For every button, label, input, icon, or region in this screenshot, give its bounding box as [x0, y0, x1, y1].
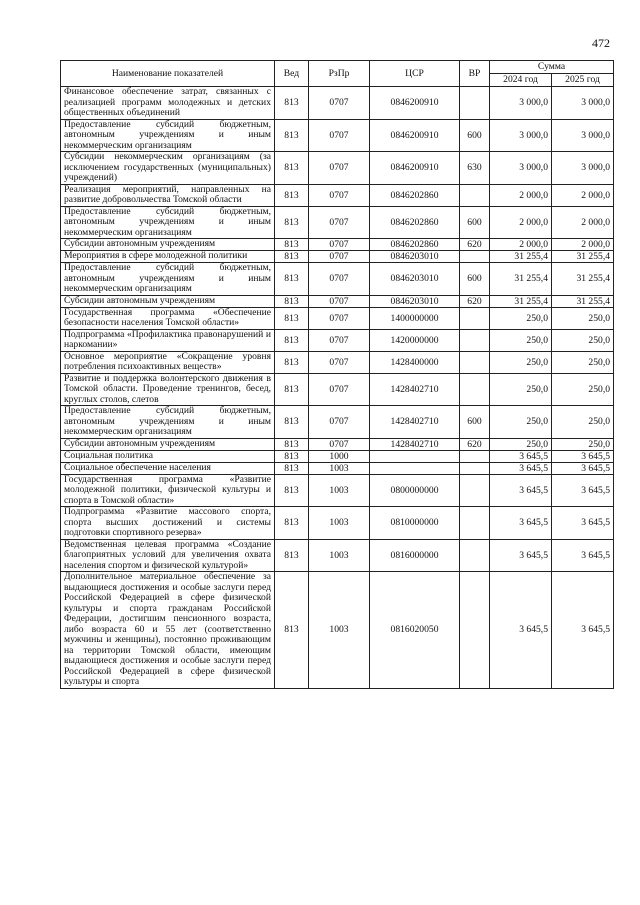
- table-body: [61, 87, 614, 689]
- row-sum-2024: 2 000,0: [490, 206, 552, 239]
- row-csr: 0846203010: [370, 251, 460, 263]
- row-csr: 0846202860: [370, 184, 460, 206]
- row-csr: 0816020050: [370, 572, 460, 689]
- row-sum-2024: 250,0: [490, 329, 552, 351]
- row-sum-2025: 250,0: [552, 406, 614, 439]
- header-name: Наименование показателей: [61, 61, 275, 87]
- row-vr: 620: [460, 295, 490, 307]
- row-sum-2025: 3 645,5: [552, 462, 614, 474]
- row-vr: [460, 329, 490, 351]
- row-name: Ведомственная целевая программа «Создание благоприятных условий для увеличения охвата населения спортом и физической культурой»: [61, 539, 275, 572]
- row-name: Социальное обеспечение населения: [61, 462, 275, 474]
- row-rzpr: 0707: [309, 119, 370, 152]
- row-ved: 813: [275, 373, 309, 406]
- row-vr: [460, 572, 490, 689]
- row-sum-2024: 3 645,5: [490, 462, 552, 474]
- row-csr: 1428400000: [370, 351, 460, 373]
- row-ved: 813: [275, 119, 309, 152]
- header-rzpr: РзПр: [309, 61, 370, 87]
- row-rzpr: 0707: [309, 206, 370, 239]
- header-csr: ЦСР: [370, 61, 460, 87]
- row-sum-2025: 31 255,4: [552, 263, 614, 296]
- row-name: Дополнительное материальное обеспечение за выдающиеся достижения и особые заслуги перед Российской Федерацией в сфере физической культуры и спорта гражданам Российской Федерации, достигшим пенсионного возраста, либо возраста 60 и 55 лет (соответственно мужчины и женщины), постоянно проживающим на территории Томской области, имеющим выдающиеся достижения и особые заслуги перед Российской Федерацией в сфере физической культуры и спорта: [61, 572, 275, 689]
- row-vr: [460, 251, 490, 263]
- row-csr: 0846200910: [370, 119, 460, 152]
- row-ved: 813: [275, 450, 309, 462]
- table-row: [61, 572, 614, 689]
- row-rzpr: 1003: [309, 462, 370, 474]
- row-sum-2024: 3 000,0: [490, 119, 552, 152]
- row-rzpr: 0707: [309, 307, 370, 329]
- table-row: [61, 474, 614, 507]
- row-sum-2024: 250,0: [490, 351, 552, 373]
- row-sum-2024: 2 000,0: [490, 184, 552, 206]
- row-sum-2024: 31 255,4: [490, 263, 552, 296]
- row-ved: 813: [275, 539, 309, 572]
- row-rzpr: 0707: [309, 87, 370, 120]
- row-vr: [460, 539, 490, 572]
- row-rzpr: 0707: [309, 406, 370, 439]
- row-csr: 1428402710: [370, 373, 460, 406]
- row-vr: 620: [460, 438, 490, 450]
- row-csr: 1428402710: [370, 406, 460, 439]
- row-rzpr: 0707: [309, 239, 370, 251]
- row-sum-2024: 3 645,5: [490, 450, 552, 462]
- header-year-2025: 2025 год: [552, 74, 614, 87]
- row-csr: 0846200910: [370, 87, 460, 120]
- row-rzpr: 1003: [309, 507, 370, 540]
- row-sum-2024: 31 255,4: [490, 295, 552, 307]
- row-ved: 813: [275, 251, 309, 263]
- row-csr: [370, 450, 460, 462]
- table-row: [61, 307, 614, 329]
- row-rzpr: 0707: [309, 184, 370, 206]
- row-csr: 0846202860: [370, 239, 460, 251]
- row-vr: 620: [460, 239, 490, 251]
- row-sum-2025: 2 000,0: [552, 184, 614, 206]
- row-rzpr: 1003: [309, 572, 370, 689]
- row-sum-2025: 3 645,5: [552, 474, 614, 507]
- table-row: [61, 152, 614, 185]
- row-sum-2024: 3 645,5: [490, 572, 552, 689]
- row-name: Государственная программа «Обеспечение безопасности населения Томской области»: [61, 307, 275, 329]
- header-vr: ВР: [460, 61, 490, 87]
- row-sum-2024: 250,0: [490, 438, 552, 450]
- row-sum-2025: 31 255,4: [552, 295, 614, 307]
- row-ved: 813: [275, 263, 309, 296]
- row-name: Финансовое обеспечение затрат, связанных с реализацией программ молодежных и детских общественных объединений: [61, 87, 275, 120]
- row-ved: 813: [275, 406, 309, 439]
- row-rzpr: 0707: [309, 373, 370, 406]
- table-row: [61, 406, 614, 439]
- row-name: Предоставление субсидий бюджетным, автономным учреждениям и иным некоммерческим организациям: [61, 119, 275, 152]
- row-sum-2025: 250,0: [552, 329, 614, 351]
- row-name: Субсидии автономным учреждениям: [61, 239, 275, 251]
- row-ved: 813: [275, 307, 309, 329]
- row-name: Предоставление субсидий бюджетным, автономным учреждениям и иным некоммерческим организациям: [61, 406, 275, 439]
- row-vr: [460, 307, 490, 329]
- table-row: [61, 329, 614, 351]
- row-sum-2025: 250,0: [552, 307, 614, 329]
- row-csr: 0816000000: [370, 539, 460, 572]
- budget-table: [60, 60, 614, 689]
- row-rzpr: 0707: [309, 152, 370, 185]
- row-vr: [460, 462, 490, 474]
- page-number: 472: [592, 36, 610, 50]
- header-ved: Вед: [275, 61, 309, 87]
- row-rzpr: 1000: [309, 450, 370, 462]
- row-sum-2025: 250,0: [552, 438, 614, 450]
- row-sum-2024: 250,0: [490, 406, 552, 439]
- row-vr: [460, 184, 490, 206]
- row-sum-2025: 2 000,0: [552, 239, 614, 251]
- row-csr: 1428402710: [370, 438, 460, 450]
- row-ved: 813: [275, 206, 309, 239]
- row-name: Реализация мероприятий, направленных на развитие добровольчества Томской области: [61, 184, 275, 206]
- row-sum-2024: 250,0: [490, 373, 552, 406]
- row-sum-2025: 3 000,0: [552, 152, 614, 185]
- row-name: Подпрограмма «Развитие массового спорта, спорта высших достижений и системы подготовки спортивного резерва»: [61, 507, 275, 540]
- row-name: Субсидии некоммерческим организациям (за исключением государственных (муниципальных) учреждений): [61, 152, 275, 185]
- row-sum-2025: 250,0: [552, 351, 614, 373]
- row-sum-2024: 31 255,4: [490, 251, 552, 263]
- row-rzpr: 0707: [309, 438, 370, 450]
- row-sum-2025: 3 645,5: [552, 539, 614, 572]
- row-vr: [460, 351, 490, 373]
- row-vr: [460, 450, 490, 462]
- row-ved: 813: [275, 507, 309, 540]
- row-csr: 0800000000: [370, 474, 460, 507]
- row-name: Социальная политика: [61, 450, 275, 462]
- table-row: [61, 539, 614, 572]
- row-sum-2024: 3 000,0: [490, 152, 552, 185]
- table-row: [61, 206, 614, 239]
- row-name: Субсидии автономным учреждениям: [61, 295, 275, 307]
- table-row: [61, 507, 614, 540]
- row-rzpr: 0707: [309, 263, 370, 296]
- row-rzpr: 0707: [309, 329, 370, 351]
- table-row: [61, 450, 614, 462]
- row-vr: 600: [460, 263, 490, 296]
- row-sum-2024: 3 645,5: [490, 507, 552, 540]
- row-csr: 0846202860: [370, 206, 460, 239]
- row-csr: [370, 462, 460, 474]
- row-sum-2024: 3 000,0: [490, 87, 552, 120]
- row-sum-2025: 250,0: [552, 373, 614, 406]
- row-csr: 1400000000: [370, 307, 460, 329]
- row-name: Развитие и поддержка волонтерского движения в Томской области. Проведение тренингов, бесед, круглых столов, слетов: [61, 373, 275, 406]
- row-sum-2025: 2 000,0: [552, 206, 614, 239]
- row-ved: 813: [275, 239, 309, 251]
- table-row: [61, 438, 614, 450]
- table-row: [61, 119, 614, 152]
- table-row: [61, 295, 614, 307]
- row-sum-2024: 3 645,5: [490, 539, 552, 572]
- row-ved: 813: [275, 329, 309, 351]
- row-csr: 1420000000: [370, 329, 460, 351]
- row-ved: 813: [275, 152, 309, 185]
- row-name: Основное мероприятие «Сокращение уровня потребления психоактивных веществ»: [61, 351, 275, 373]
- row-name: Предоставление субсидий бюджетным, автономным учреждениям и иным некоммерческим организациям: [61, 263, 275, 296]
- row-vr: 600: [460, 406, 490, 439]
- row-sum-2024: 2 000,0: [490, 239, 552, 251]
- row-ved: 813: [275, 87, 309, 120]
- row-rzpr: 0707: [309, 295, 370, 307]
- table-row: [61, 87, 614, 120]
- row-vr: [460, 373, 490, 406]
- table-row: [61, 263, 614, 296]
- row-ved: 813: [275, 184, 309, 206]
- table-header: [61, 61, 614, 87]
- row-vr: [460, 507, 490, 540]
- row-sum-2025: 3 645,5: [552, 450, 614, 462]
- row-name: Государственная программа «Развитие молодежной политики, физической культуры и спорта в Томской области»: [61, 474, 275, 507]
- row-name: Субсидии автономным учреждениям: [61, 438, 275, 450]
- row-sum-2025: 3 645,5: [552, 507, 614, 540]
- row-rzpr: 1003: [309, 539, 370, 572]
- row-name: Мероприятия в сфере молодежной политики: [61, 251, 275, 263]
- table-row: [61, 184, 614, 206]
- row-csr: 0846203010: [370, 295, 460, 307]
- row-name: Предоставление субсидий бюджетным, автономным учреждениям и иным некоммерческим организациям: [61, 206, 275, 239]
- row-sum-2024: 3 645,5: [490, 474, 552, 507]
- row-ved: 813: [275, 438, 309, 450]
- row-vr: 630: [460, 152, 490, 185]
- table-row: [61, 351, 614, 373]
- row-vr: [460, 474, 490, 507]
- row-vr: 600: [460, 206, 490, 239]
- row-ved: 813: [275, 462, 309, 474]
- row-sum-2025: 31 255,4: [552, 251, 614, 263]
- row-csr: 0846200910: [370, 152, 460, 185]
- header-year-2024: 2024 год: [490, 74, 552, 87]
- row-sum-2024: 250,0: [490, 307, 552, 329]
- table-row: [61, 251, 614, 263]
- header-sum: Сумма: [490, 61, 614, 74]
- row-vr: 600: [460, 119, 490, 152]
- table-row: [61, 462, 614, 474]
- row-rzpr: 0707: [309, 251, 370, 263]
- table-row: [61, 373, 614, 406]
- row-sum-2025: 3 000,0: [552, 87, 614, 120]
- row-ved: 813: [275, 474, 309, 507]
- row-ved: 813: [275, 572, 309, 689]
- row-ved: 813: [275, 295, 309, 307]
- row-sum-2025: 3 000,0: [552, 119, 614, 152]
- row-rzpr: 0707: [309, 351, 370, 373]
- row-vr: [460, 87, 490, 120]
- row-rzpr: 1003: [309, 474, 370, 507]
- table-row: [61, 239, 614, 251]
- row-csr: 0810000000: [370, 507, 460, 540]
- row-csr: 0846203010: [370, 263, 460, 296]
- row-name: Подпрограмма «Профилактика правонарушений и наркомании»: [61, 329, 275, 351]
- row-ved: 813: [275, 351, 309, 373]
- row-sum-2025: 3 645,5: [552, 572, 614, 689]
